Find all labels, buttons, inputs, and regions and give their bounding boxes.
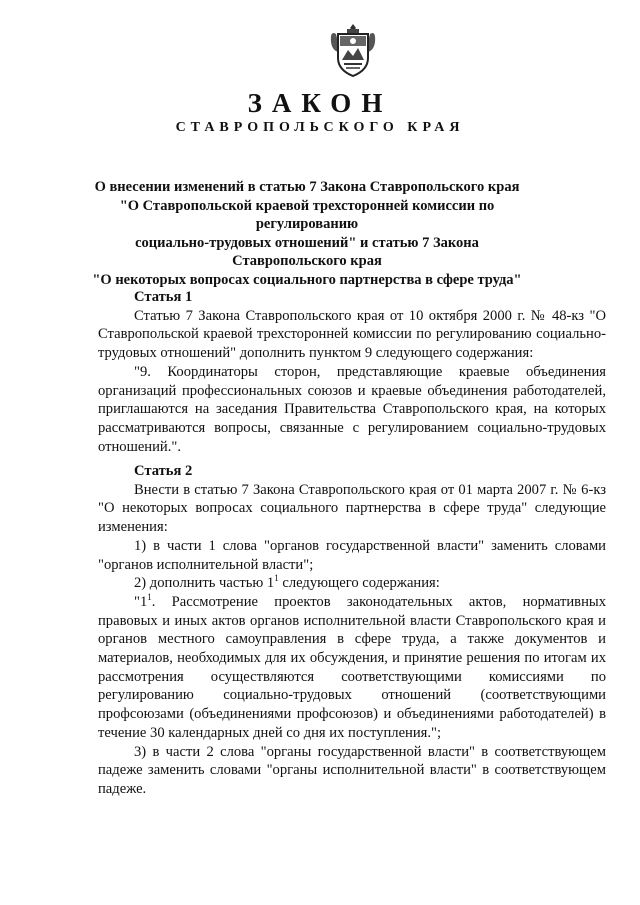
superscript: 1 (147, 592, 152, 603)
article-1 (98, 288, 606, 456)
item-2-text-end: следующего содержания: (278, 575, 440, 592)
superscript: 1 (274, 573, 279, 584)
article-1-paragraph: Статью 7 Закона Ставропольского края от 10 октября 2000 г. № 48-кз "О Ставропольской краевой трехсторонней комиссии по регулированию социально-трудовых отношений" дополнить пунктом 9 следующего содержания: (98, 307, 606, 362)
heading-line: "О Ставропольской краевой трехсторонней комиссии по регулированию (119, 197, 495, 232)
article-2-title: Статья 2 (134, 463, 193, 479)
heading-line: "О некоторых вопросах социального партнерства в сфере труда" (92, 271, 522, 288)
heading-line: социально-трудовых отношений" и статью 7 Закона Ставропольского края (135, 234, 479, 269)
law-subtitle: СТАВРОПОЛЬСКОГО КРАЯ (175, 120, 465, 135)
article-1-quote: "9. Координаторы сторон, представляющие краевые объединения организаций профессиональных союзов и краевые объединения работодателей, приглашаются на заседания Правительства Ставропольского края, на которых рассматриваются вопросы, связанные с регулированием социально-трудовых отношений.". (98, 363, 606, 455)
article-2-intro: Внести в статью 7 Закона Ставропольского края от 01 марта 2007 г. № 6-кз "О некоторых вопросах социального партнерства в сфере труда" следующие изменения: (98, 481, 606, 536)
law-title: ЗАКОН (247, 88, 393, 118)
heading-line: О внесении изменений в статью 7 Закона Ставропольского края (94, 179, 520, 195)
quote-open: "1 (134, 593, 148, 610)
document-heading (92, 178, 522, 289)
coat-of-arms-icon (328, 20, 378, 80)
article-1-title: Статья 1 (134, 289, 193, 305)
article-2-item-2 (98, 574, 606, 593)
article-2-item-1: 1) в части 1 слова "органов государственной власти" заменить словами "органов исполнительной власти"; (98, 537, 606, 573)
article-2 (98, 462, 606, 799)
article-2-item-3: 3) в части 2 слова "органы государственной власти" в соответствующем падеже заменить словами "органы исполнительной власти" в соответствующем падеже. (98, 743, 606, 797)
item-2-text: 2) дополнить частью 1 (134, 575, 275, 592)
article-2-quote (98, 593, 606, 743)
quote-text: . Рассмотрение проектов законодательных актов, нормативных правовых и иных актов органов исполнительной власти Ставропольского края и органов местного самоуправления в сфере труда, а также документов и материалов, необходимых для их обсуждения, и принятие решения по итогам их рассмотрения осуществляются соответствующими комиссиями по регулированию социально-трудовых отношений (соответствующими профсоюзами (объединениями профсоюзов) и объединениями работодателей) в течение 30 календарных дней со дня их поступления."; (98, 593, 606, 741)
